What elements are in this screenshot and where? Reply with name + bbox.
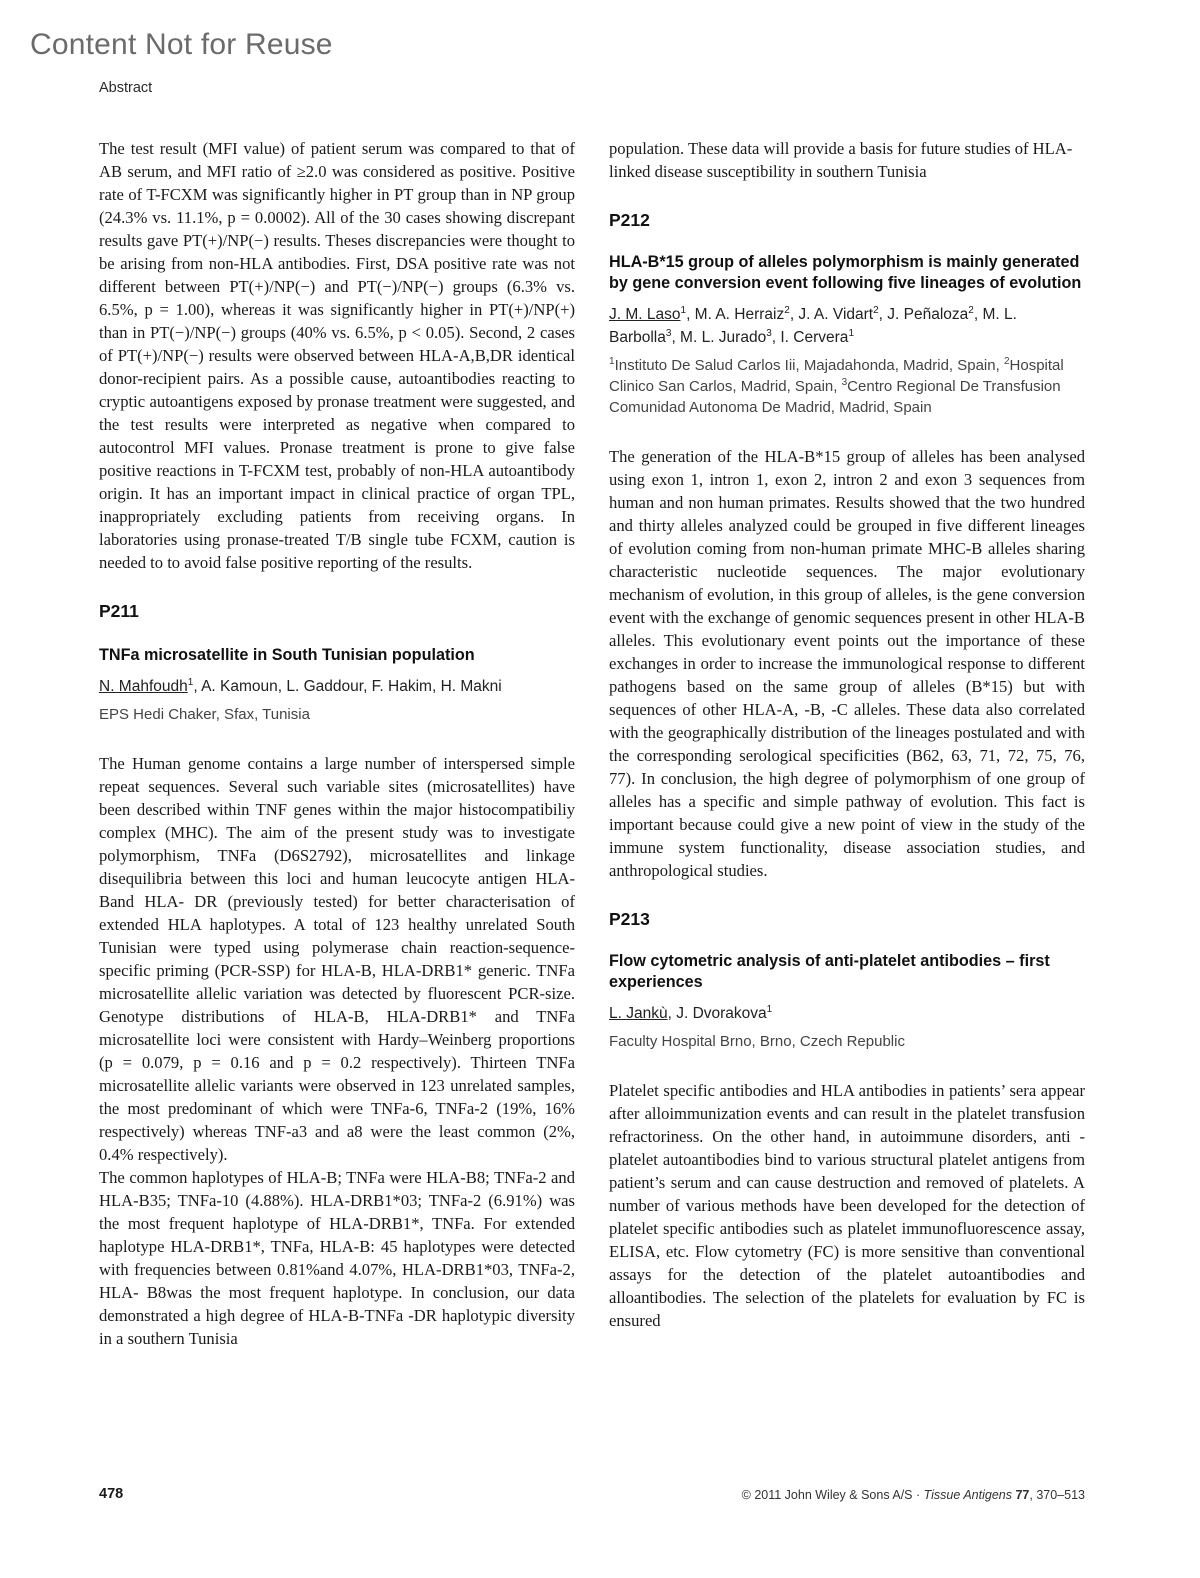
abstract-id: P212 [609, 210, 650, 230]
abstract-title: Flow cytometric analysis of anti-platelet antibodies – first experiences [609, 952, 1050, 991]
co-authors: , A. Kamoun, L. Gaddour, F. Hakim, H. Makni [193, 678, 502, 695]
journal-citation [742, 1488, 1085, 1502]
co-author: , M. L. Jurado [671, 329, 767, 346]
co-author: , J. Peñaloza [878, 306, 969, 323]
co-authors: , J. Dvorakova [667, 1005, 767, 1022]
journal-volume: 77 [1015, 1488, 1030, 1502]
affiliation: EPS Hedi Chaker, Sfax, Tunisia [99, 706, 310, 723]
affiliation-marker: 3 [665, 327, 672, 339]
co-author: , I. Cervera [771, 329, 849, 346]
abstract-body: The generation of the HLA-B*15 group of alleles has been analysed using exon 1, intron 1, exon 2, intron 2 and exon 3 sequences from human and non human primates. Results showed that the two hundred and thirty alleles analyzed could be grouped in five different lineages of evolution coming from non-human primate MHC-B alleles sharing characteristic nucleotide sequences. The major evolutionary mechanism of evolution, in this group of alleles, is the gene conversion event with the exchange of genomic sequences present in other HLA-B alleles. This evolutionary event points out the importance of these exchanges in order to increase the immunological response to different pathogens based on the same group of alleles (B*15) but with sequences of other HLA-A, -B, -C alleles. These data also correlated with the geographically distribution of the lineages postulated and with the corresponding serological specificities (B62, 63, 71, 72, 75, 76, 77). In conclusion, the high degree of polymorphism of one group of alleles has a specific and simple pathway of evolution. This fact is important because could give a new point of view in the study of the immune system functionality, disease association studies, and anthropological studies. [609, 447, 1085, 880]
affiliation-text: Centro Regional De Transfusion Comunidad Autonoma De Madrid, Madrid, Spain [609, 378, 1061, 416]
affiliation-marker: 2 [784, 304, 790, 316]
journal-name: Tissue Antigens [923, 1488, 1012, 1502]
author-list [609, 1002, 1085, 1025]
abstract-id: P211 [99, 601, 139, 621]
co-author: , M. L. Barbolla [609, 306, 1017, 346]
intro-paragraph: The test result (MFI value) of patient serum was compared to that of AB serum, and MFI ratio of ≥2.0 was considered as positive. Positive rate of T-FCXM was significantly higher in PT group than in NP group (24.3% vs. 11.1%, p = 0.0002). All of the 30 cases showing discrepant results gave PT(+)/NP(−) results. Theses discrepancies were thought to be arising from non-HLA antibodies. First, DSA positive rate was not different between PT(+)/NP(−) and PT(−)/NP(−) groups (6.3% vs. 6.5%, p = 1.00), whereas it was significantly higher in PT(+)/NP(+) than in PT(−)/NP(−) groups (40% vs. 6.5%, p < 0.05). Second, 2 cases of PT(+)/NP(−) results were observed between HLA-A,B,DR identical donor-recipient pairs. As a possible cause, autoantibodies reacting to cryptic autoantigens exposed by pronase treatment were suggested, and the test results were interpreted as negative when compared to autocontrol MFI values. Pronase treatment is prone to give false positive reactions in T-FCXM test, probably of non-HLA autoantibody origin. It has an important impact in clinical practice of organ TPL, inappropriately excluding patients from receiving organs. In laboratories using pronase-treated T/B single tube FCXM, caution is needed to to avoid false positive reporting of the results. [99, 139, 575, 572]
author-list [99, 675, 575, 698]
co-author: , M. A. Herraiz [686, 306, 785, 323]
presenting-author: N. Mahfoudh [99, 678, 188, 695]
left-column [99, 137, 575, 1350]
continuation-paragraph: population. These data will provide a basis for future studies of HLA-linked disease susceptibility in southern Tunisia [609, 139, 1073, 181]
abstract-body-2: The common haplotypes of HLA-B; TNFa were HLA-B8; TNFa-2 and HLA-B35; TNFa-10 (4.88%). HLA-DRB1*03; TNFa-2 (6.91%) was the most frequent haplotype of HLA-DRB1*, TNFa. For extended haplotype HLA-DRB1*, TNFa, HLA-B: 45 haplotypes were detected with frequencies between 0.81%and 4.07%, HLA-DRB1*03, TNFa-2, HLA- B8was the most frequent haplotype. In conclusion, our data demonstrated a high degree of HLA-B-TNFa -DR haplotypic diversity in a southern Tunisia [99, 1168, 575, 1348]
right-column [609, 137, 1085, 1332]
affiliation-marker: 1 [609, 356, 615, 367]
presenting-author: L. Jankù [609, 1005, 668, 1022]
co-author: , J. A. Vidart [789, 306, 874, 323]
affiliation-marker: 2 [968, 304, 974, 316]
affiliation-marker: 2 [873, 304, 879, 316]
affiliation [609, 355, 1085, 418]
abstract-title: HLA-B*15 group of alleles polymorphism is mainly generated by gene conversion event following five lineages of evolution [609, 253, 1082, 292]
affiliation-marker: 3 [766, 327, 772, 339]
presenting-author: J. M. Laso [609, 306, 681, 323]
abstract-p213 [609, 909, 1085, 1332]
affiliation-text: Hospital Clinico San Carlos, Madrid, Spain, [609, 357, 1064, 395]
abstract-p212 [609, 210, 1085, 882]
abstract-p211 [99, 601, 575, 1350]
affiliation: Faculty Hospital Brno, Brno, Czech Republic [609, 1033, 905, 1050]
abstract-body-1: The Human genome contains a large number of interspersed simple repeat sequences. Several such variable sites (microsatellites) have been described within TNF genes within the major histocompatibiliy complex (MHC). The aim of the present study was to investigate polymorphism, TNFa (D6S2792), microsatellites and linkage disequilibria between this loci and human leucocyte antigen HLA-Band HLA- DR (previously tested) for better characterisation of extended HLA haplotypes. A total of 123 healthy unrelated South Tunisian were typed using polymerase chain reaction-sequence-specific priming (PCR-SSP) for HLA-B, HLA-DRB1* generic. TNFa microsatellite allelic variation was detected by fluorescent PCR-size. Genotype distributions of HLA-B, HLA-DRB1* and TNFa microsatellite loci were consistent with Hardy–Weinberg proportions (p = 0.079, p = 0.16 and p = 0.2 respectively). Thirteen TNFa microsatellite allelic variants were observed in 123 unrelated samples, the most predominant of which were TNFa-6, TNFa-2 (19%, 16% respectively) whereas TNF-a3 and a8 were the least common (2%, 0.4% respectively). [99, 754, 575, 1164]
section-label: Abstract [99, 80, 153, 96]
affiliation-text: Instituto De Salud Carlos Iii, Majadahonda, Madrid, Spain, [614, 357, 1000, 374]
affiliation-marker: 1 [766, 1003, 773, 1015]
affiliation-marker: 1 [187, 676, 194, 688]
page-number: 478 [99, 1486, 124, 1502]
affiliation-marker: 1 [848, 327, 854, 339]
watermark: Content Not for Reuse [30, 28, 333, 61]
abstract-title: TNFa microsatellite in South Tunisian population [99, 646, 475, 664]
affiliation-marker: 3 [841, 377, 848, 388]
affiliation-marker: 1 [680, 304, 687, 316]
journal-pages: , 370–513 [1029, 1488, 1085, 1502]
abstract-id: P213 [609, 909, 650, 929]
abstract-body: Platelet specific antibodies and HLA antibodies in patients’ sera appear after alloimmunization events and can result in the platelet transfusion refractoriness. On the other hand, in autoimmune disorders, anti - platelet autoantibodies bind to various structural platelet antigens from patient’s serum and can cause destruction and removed of platelets. A number of various methods have been developed for the detection of platelet specific antibodies such as platelet immunofluorescence assay, ELISA, etc. Flow cytometry (FC) is more sensitive than conventional assays for the detection of the platelet autoantibodies and alloantibodies. The selection of the platelets for evaluation by FC is ensured [609, 1081, 1085, 1330]
affiliation-marker: 2 [1003, 356, 1010, 367]
copyright: © 2011 John Wiley & Sons A/S · [741, 1488, 924, 1502]
author-list [609, 303, 1085, 349]
